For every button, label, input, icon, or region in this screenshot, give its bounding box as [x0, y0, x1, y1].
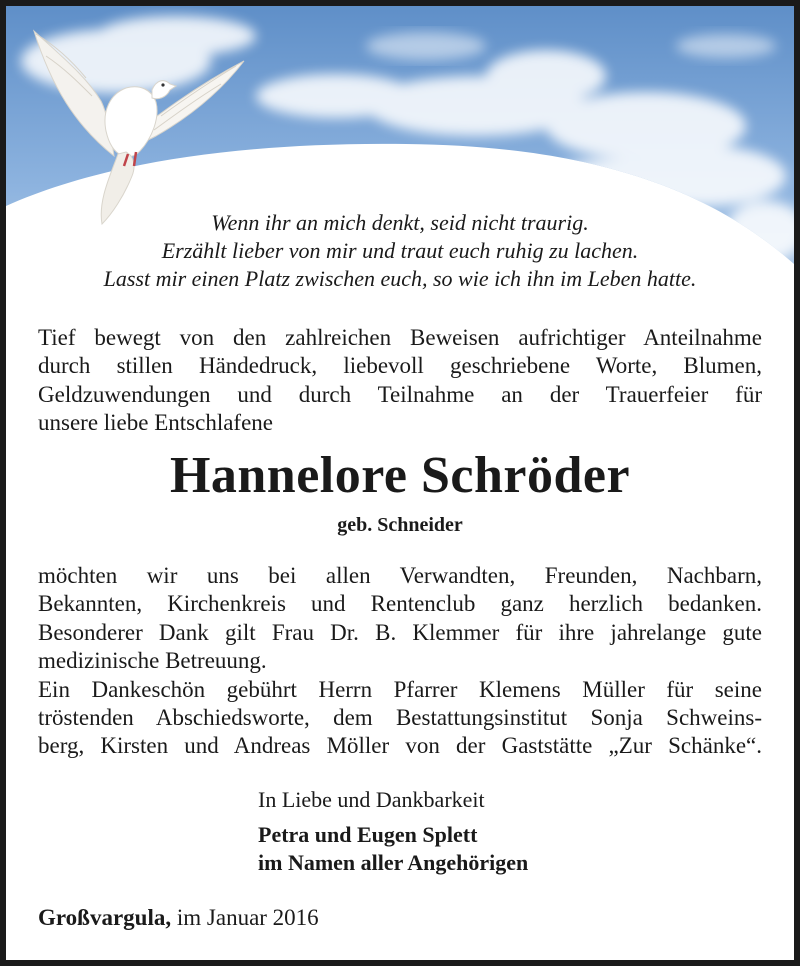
text-line: medizinische Betreuung. — [38, 648, 267, 674]
text-line: Geldzuwendungen und durch Teilnahme an der Trauerfeier für — [38, 381, 762, 407]
thanks-paragraph — [38, 562, 762, 761]
text-line: durch stillen Händedruck, liebevoll geschriebene Worte, Blumen, — [38, 353, 762, 379]
maiden-name: geb. Schneider — [337, 514, 463, 536]
quote-line-2: Erzählt lieber von mir und traut euch ruhig zu lachen. — [161, 238, 639, 263]
mourner-family: im Namen aller Angehörigen — [258, 850, 529, 875]
date: im Januar 2016 — [171, 905, 319, 930]
quote-line-1: Wenn ihr an mich denkt, seid nicht traurig. — [211, 210, 589, 235]
intro-paragraph — [38, 324, 762, 438]
text-line: berg, Kirsten und Andreas Möller von der Gaststätte „Zur Schänke“. — [38, 733, 762, 759]
text-line: möchten wir uns bei allen Verwandten, Freunden, Nachbarn, — [38, 563, 762, 588]
place: Großvargula, — [38, 905, 172, 930]
text-line: Besonderer Dank gilt Frau Dr. B. Klemmer für ihre jahrelange gute — [38, 619, 762, 645]
closing-phrase: In Liebe und Dankbarkeit — [258, 787, 485, 812]
text-line: unsere liebe Entschlafene — [38, 410, 273, 436]
text-line: Bekannten, Kirchenkreis und Rentenclub ganz herzlich bedanken. — [38, 591, 762, 617]
place-date — [38, 904, 319, 932]
text-line: Ein Dankeschön gebührt Herrn Pfarrer Klemens Müller für seine — [38, 676, 762, 702]
text-line: Tief bewegt von den zahlreichen Beweisen aufrichtiger Anteilnahme — [38, 325, 762, 350]
text-line: tröstenden Abschiedsworte, dem Bestattungsinstitut Sonja Schweins- — [38, 705, 762, 731]
mourner-names: Petra und Eugen Splett — [258, 822, 478, 847]
deceased-name: Hannelore Schröder — [169, 447, 631, 504]
quote-line-3: Lasst mir einen Platz zwischen euch, so wie ich ihn im Leben hatte. — [103, 266, 697, 291]
